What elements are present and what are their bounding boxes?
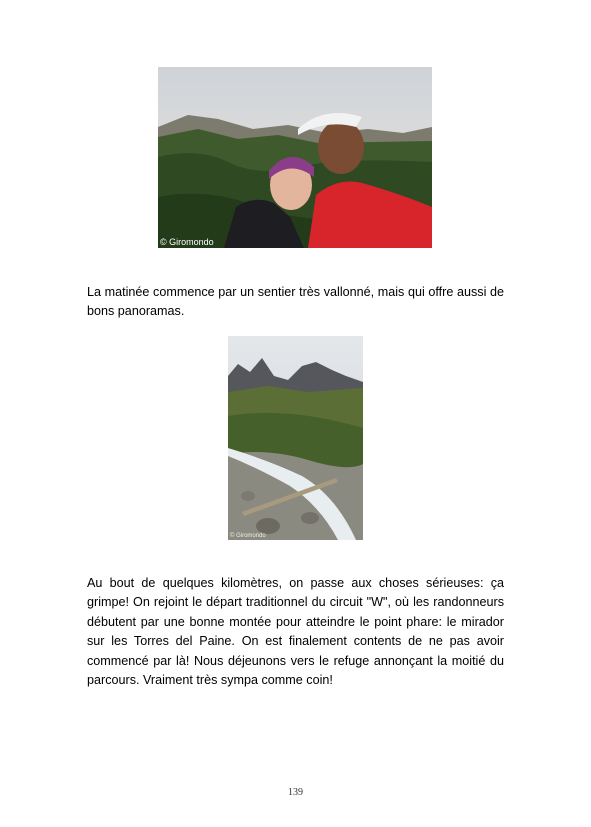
river-photo — [228, 336, 363, 540]
paragraph: Au bout de quelques kilomètres, on passe aux choses sérieuses: ça grimpe! On rejoint le départ traditionnel du circuit "W", où les randonneurs débutent par une bonne montée pour atteindre le point phare: le mirador sur les Torres del Paine. On est finalement contents de ne pas avoir commencé par là! Nous déjeunons vers le refuge annonçant la moitié du parcours. Vraiment très sympa comme coin! — [87, 576, 504, 688]
paragraph: La matinée commence par un sentier très vallonné, mais qui offre aussi de bons panoramas. — [87, 285, 504, 319]
photo-watermark: © Giromondo — [160, 237, 214, 247]
selfie-photo — [158, 67, 432, 248]
photo-watermark: © Giromondo — [230, 533, 266, 539]
page-number: 139 — [288, 787, 303, 798]
